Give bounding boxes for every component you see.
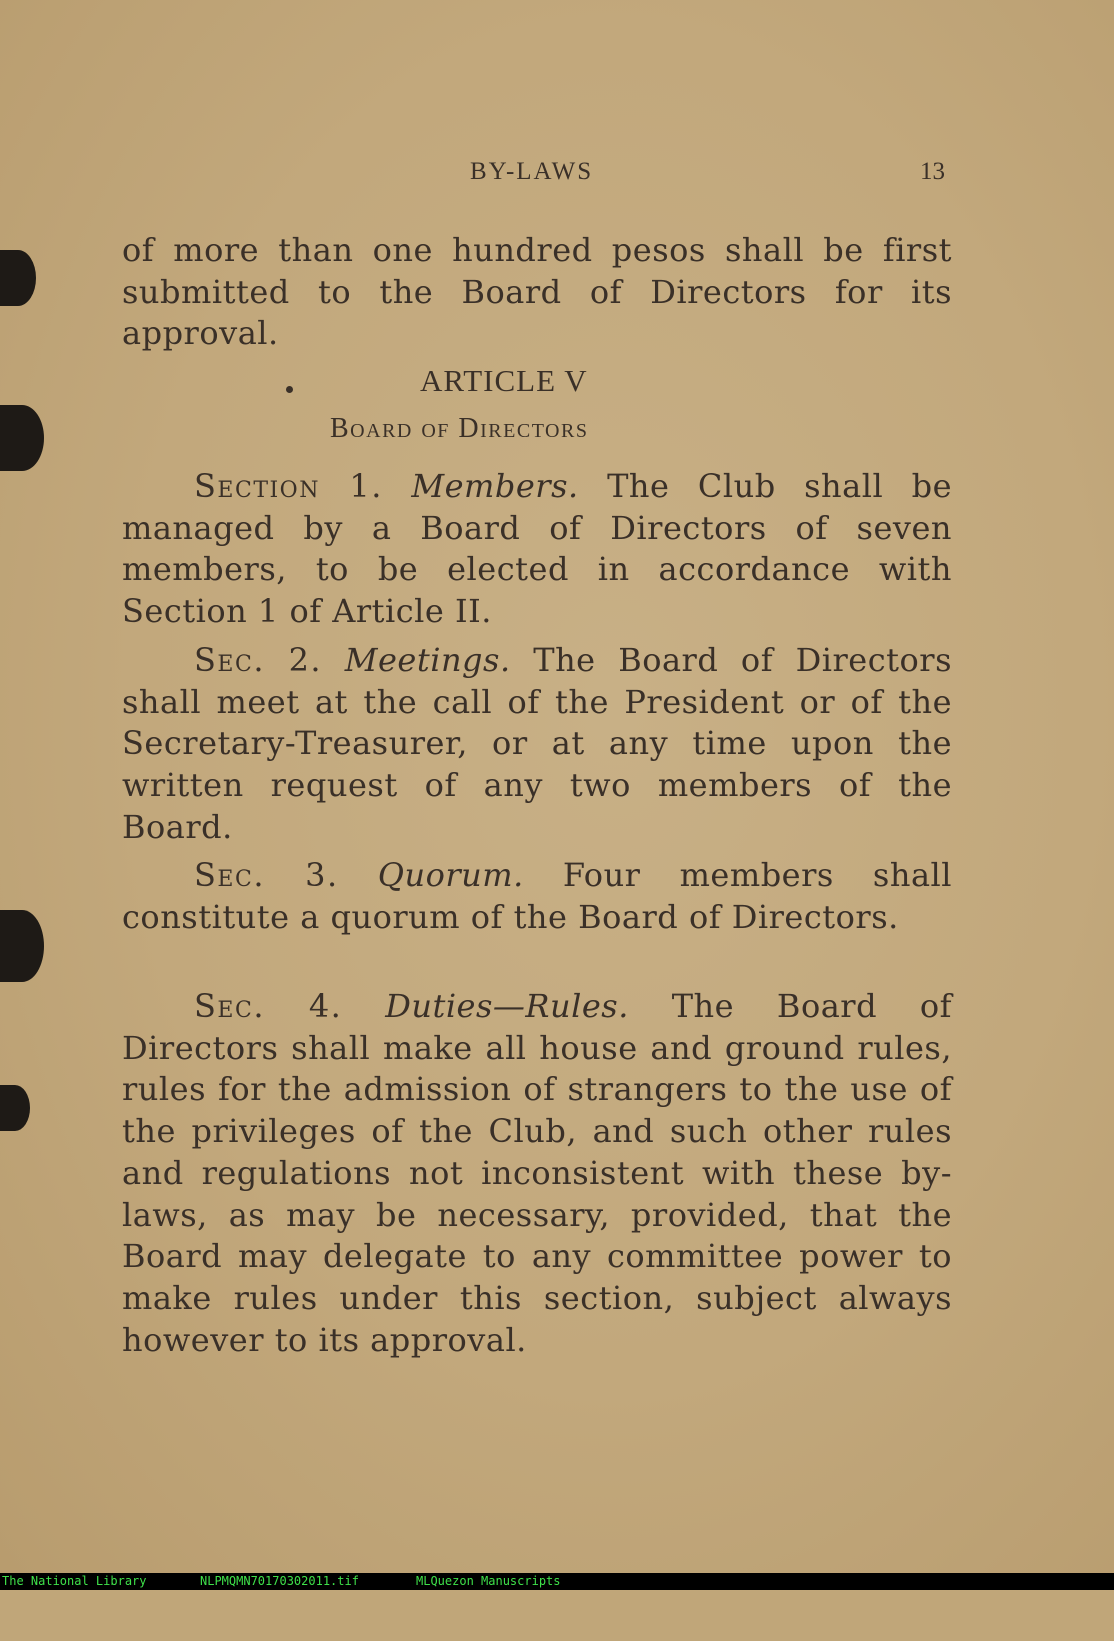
article-title: ARTICLE V xyxy=(420,363,588,398)
section-label: Sec. 3. xyxy=(194,856,339,894)
section-text: The Club shall be managed by a Board of Directors of seven members, to be elected in accordance with Section 1 of Article II. xyxy=(122,467,952,631)
section-heading: Duties—Rules. xyxy=(385,987,629,1025)
section-label: Sec. 4. xyxy=(194,987,343,1025)
footer-collection: MLQuezon Manuscripts xyxy=(416,1574,561,1588)
footer-institution: The National Library xyxy=(2,1574,147,1588)
section-paragraph xyxy=(122,466,952,633)
page-number: 13 xyxy=(920,158,945,185)
binding-hole xyxy=(0,910,44,982)
section-paragraph xyxy=(122,986,952,1361)
section-text: The Board of Directors shall make all house and ground rules, rules for the admission of strangers to the use of the privileges of the Club, and such other rules and regulations not inconsistent with these by-laws, as may be necessary, provided, that the Board may delegate to any committee power to make rules under this section, subject always however to its approval. xyxy=(122,987,952,1359)
section-heading: Quorum. xyxy=(377,856,524,894)
binding-hole xyxy=(0,1085,30,1131)
section-label: Section 1. xyxy=(194,467,383,505)
section-paragraph xyxy=(122,855,952,938)
section-heading: Meetings. xyxy=(344,641,511,679)
binding-hole xyxy=(0,250,36,306)
section-text: The Board of Directors shall meet at the call of the President or of the Secretary-Treasurer, or at any time upon the written request of any two members of the Board. xyxy=(122,641,953,846)
scan-footer-bar xyxy=(0,1573,1114,1590)
section-label: Sec. 2. xyxy=(194,641,323,679)
article-subtitle: Board of Directors xyxy=(330,413,589,444)
continuation-paragraph: of more than one hundred pesos shall be first submitted to the Board of Directors for its approval. xyxy=(122,231,952,353)
section-paragraph xyxy=(122,640,952,849)
footer-filename: NLPMQMN70170302011.tif xyxy=(200,1574,359,1588)
section-heading: Members. xyxy=(411,467,579,505)
running-head: BY-LAWS xyxy=(470,158,594,185)
section-text: Four members shall constitute a quorum of the Board of Directors. xyxy=(122,856,952,936)
binding-hole xyxy=(0,405,44,471)
stray-mark xyxy=(286,386,293,393)
